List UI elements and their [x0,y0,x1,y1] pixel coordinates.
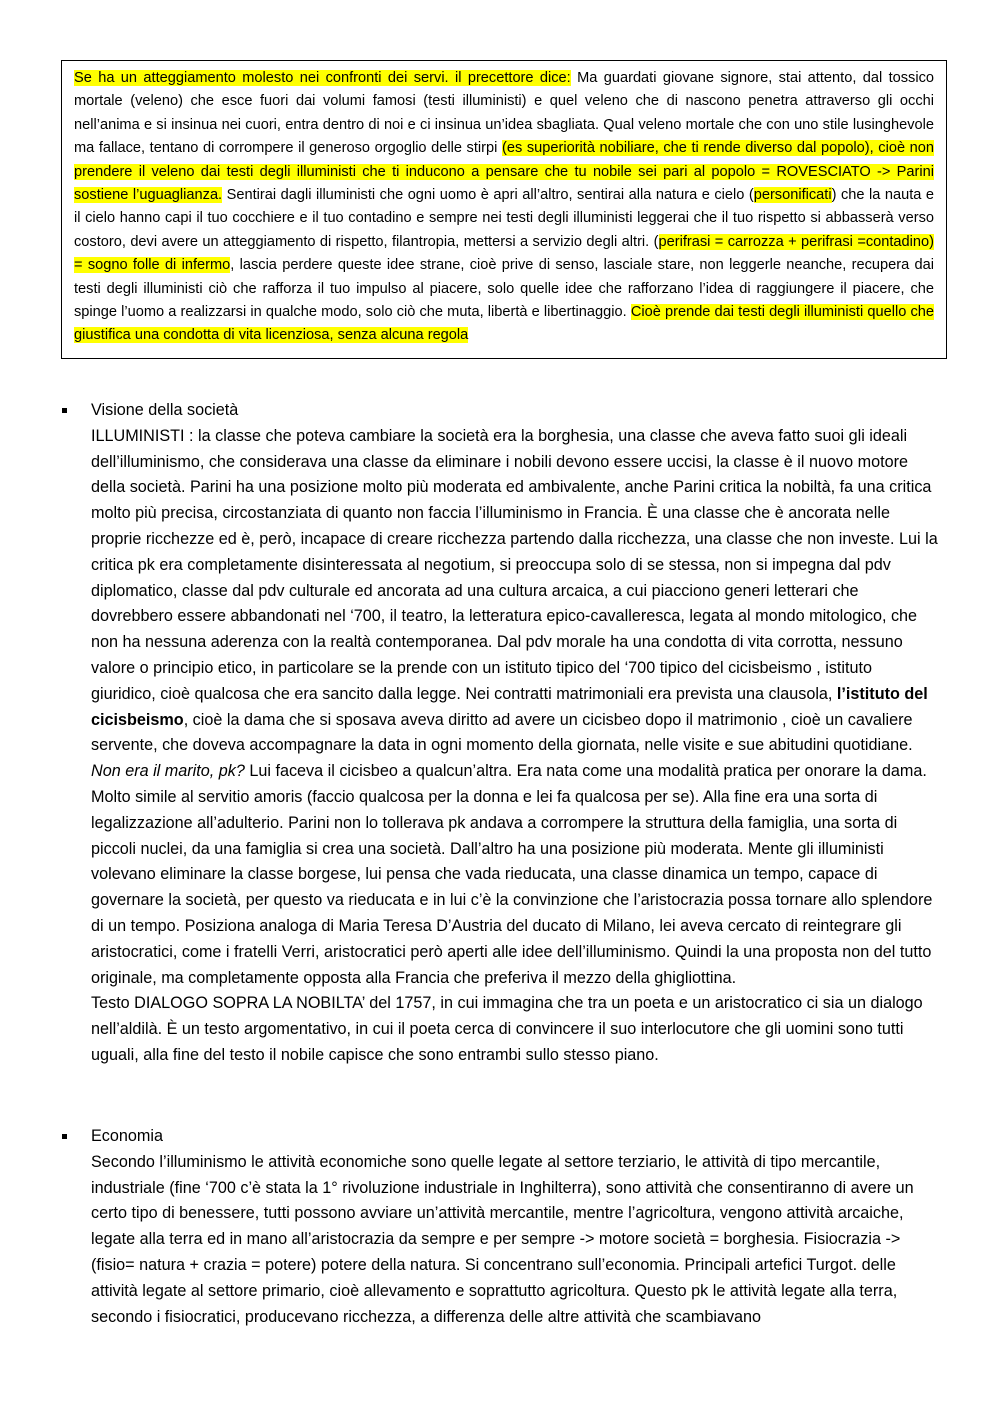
paragraph-text: , cioè la dama che si sposava aveva diritto ad avere un cicisbeo dopo il matrimonio , cioè un cavaliere servente, che doveva accompagnare la data in ogni momento della giornata, nelle visite e sue abitudini quotidiane. [91,710,913,755]
section-economy [61,1124,941,1330]
paragraph-text: Secondo l’illuminismo le attività economiche sono quelle legate al settore terziario, le attività di tipo mercantile, industriale (fine ‘700 c’è stata la 1° rivoluzione industriale in Inghilterra), sono attività che consentiranno di avere un certo tipo di benessere, tutti possono avviare un’attività mercantile, mentre l’agricoltura, vengono attività arcaiche, legate alla terra ed in mano all’aristocrazia da sempre e per sempre -> motore società = borghesia. Fisiocrazia -> (fisio= natura + crazia = potere) potere della natura. Si concentrano sull’economia. Principali artefici Turgot. delle attività legate al settore primario, cioè allevamento e soprattutto agricoltura. Questo pk le attività legate alla terra, secondo i fisiocratici, producevano ricchezza, a differenza delle altre attività che scambiavano [91,1152,914,1326]
section-title: Economia [91,1127,163,1145]
paragraph-text: Testo DIALOGO SOPRA LA NOBILTA’ del 1757, in cui immagina che tra un poeta e un aristocratico ci sia un dialogo nell’aldilà. È un testo argomentativo, in cui il poeta cerca di convincere il suo interlocutore che gli uomini sono tutti uguali, alla fine del testo il nobile capisce che sono entrambi sullo stesso piano. [91,994,923,1064]
highlighted-text: Se ha un atteggiamento molesto nei confronti dei servi. il precettore dice: [74,70,571,86]
bold-text: l’istituto del cicisbeismo [91,684,928,729]
section-society [61,398,941,1069]
quoted-text-box [61,60,947,359]
square-bullet-icon [62,1134,67,1139]
bullet-item [61,398,941,424]
box-text: Sentirai dagli illuministi che ogni uomo è apri all’altro, sentirai alla natura e cielo ( [222,187,754,204]
highlighted-text: personificati [753,187,832,204]
bullet-item [61,1124,941,1150]
highlighted-text: perifrasi = carrozza + perifrasi =contadino) = sogno folle di infermo [74,233,934,274]
box-text: Ma guardati giovane signore, stai attento, dal tossico mortale (veleno) che esce fuori dai volumi famosi (testi illuministi) e quel veleno che di nascono penetra attraverso gli occhi nell’anima e si insinua nei cuori, entra dentro di noi e ci insinua un’idea sbagliata. Qual veleno mortale che con uno stile lusinghevole ma fallace, tentano di corrompere il generoso orgoglio delle stirpi [74,70,934,157]
paragraph [61,1150,941,1331]
box-text: , lascia perdere queste idee strane, cioè prive di senso, lasciale stare, non leggerle neanche, recupera dai testi degli illuministi ciò che rafforza il tuo impulso al piacere, solo quelle idee che rafforzano l’idea di raggiungere il piacere, che spinge l’uomo a realizzarsi in qualche modo, solo ciò che muta, libertà e libertinaggio. [74,257,935,321]
paragraph-text: ILLUMINISTI : la classe che poteva cambiare la società era la borghesia, una classe che aveva fatto suoi gli ideali dell’illuminismo, che considerava una classe da eliminare i nobili devono essere uccisi, la classe è il nuovo motore della società. Parini ha una posizione molto più moderata ed ambivalente, anche Parini critica la nobiltà, fa una critica molto più precisa, circostanziata di quanto non faccia l’illuminismo in Francia. È una classe che è ancorata nelle proprie ricchezze ed è, però, incapace di creare ricchezza partendo dalla ricchezza, una classe che non investe. Lui la critica pk era completamente disinteressata al negotium, si preoccupa solo di se stessa, non si impegna dal pdv diplomatico, classe dal pdv culturale ed ancorata ad una cultura arcaica, a cui piacciono generi letterari che dovrebbero essere abbandonati nel ‘700, il teatro, la letteratura epico-cavalleresca, legata al mondo mitologico, che non ha nessuna aderenza con la realtà contemporanea. Dal pdv morale ha una condotta di vita corrotta, nessuno valore o principio etico, in particolare se la prende con un istituto tipico del ‘700 tipico del cicisbeismo , istituto giuridico, cioè qualcosa che era sancito dalla legge. Nei contratti matrimoniali era prevista una clausola, [91,426,938,703]
square-bullet-icon [62,408,67,413]
section-title: Visione della società [91,401,239,419]
paragraph [61,424,941,992]
paragraph [61,991,941,1068]
highlighted-text: (es superiorità nobiliare, che ti rende diverso dal popolo), cioè non prendere il veleno dai testi degli illuministi che ti inducono a pensare che tu nobile sei pari al popolo = ROVESCIATO -> Parini sostiene l’uguaglianza. [74,140,934,204]
box-text: ) che la nauta e il cielo hanno capi il tuo cocchiere e il tuo contadino e sempre nei testi degli illuministi leggerai che il tuo rispetto si abbasserà verso costoro, devi avere un atteggiamento di rispetto, filantropia, mettersi a servizio degli altri. ( [74,187,934,250]
highlighted-text: Cioè prende dai testi degli illuministi quello che giustifica una condotta di vita licenziosa, senza alcuna regola [74,304,934,344]
paragraph-text: Lui faceva il cicisbeo a qualcun’altra. Era nata come una modalità pratica per onorare la dama. Molto simile al servitio amoris (faccio qualcosa per la donna e lei fa qualcosa per se). Alla fine era una sorta di legalizzazione all’adulterio. Parini non lo tollerava pk andava a corrompere la struttura della famiglia, una sorta di piccoli nuclei, da una famiglia si crea una società. Dall’altro ha una posizione più moderata. Mente gli illuministi volevano eliminare la classe borgese, lui pensa che vada rieducata, una classe dinamica un tempo, capace di governare la società, per questo va rieducata e in lui c’è la convinzione che l’aristocrazia possa tornare allo splendore di un tempo. Posiziona analoga di Maria Teresa D’Austria del ducato di Milano, lei aveva cercato di reintegrare gli aristocratici, come i fratelli Verri, aristocratici però aperti alle idee dell’illuminismo. Quindi la una proposta non del tutto originale, ma completamente opposta alla Francia che preferiva il mezzo della ghigliottina. [91,762,933,987]
italic-text: Non era il marito, pk? [91,762,245,781]
